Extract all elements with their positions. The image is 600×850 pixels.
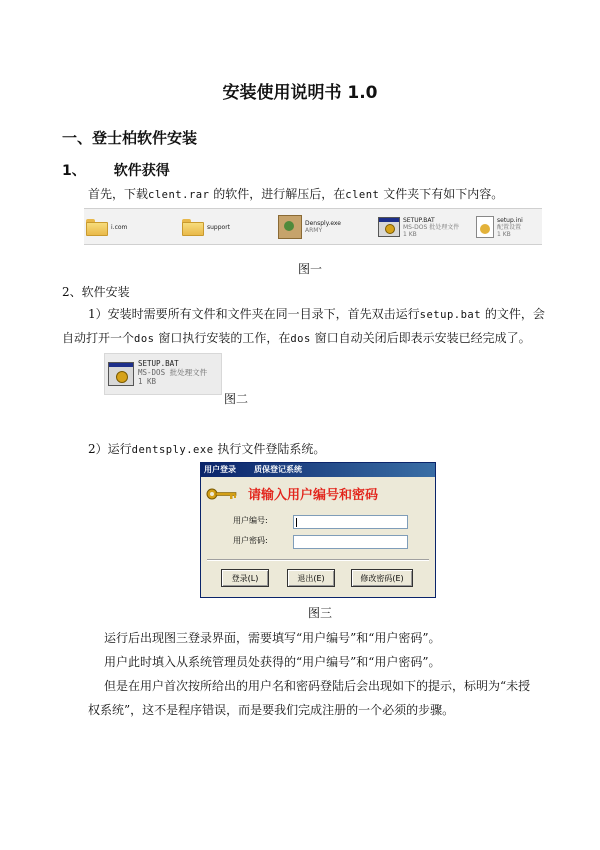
dialog-separator (207, 559, 429, 561)
file-name: support (207, 223, 231, 231)
paragraph-unauthorized-line2: 权系统”，这不是程序错误，而是要我们完成注册的一个必须的步骤。 (88, 703, 455, 717)
paragraph-install-line2 (62, 330, 531, 347)
subsection-install-heading: 2、软件安装 (62, 285, 130, 299)
filename: dentsply.exe (131, 444, 214, 456)
file-info (497, 217, 523, 238)
filename: clent.rar (148, 189, 210, 201)
file-name: Densply.exe (305, 220, 341, 227)
file-name: setup.ini (497, 216, 523, 224)
subsection-number: 1、 (62, 163, 86, 179)
system-name: 质保登记系统 (254, 465, 302, 474)
exit-button[interactable]: 退出(E) (287, 569, 335, 587)
subsection-title: 软件获得 (113, 163, 170, 179)
file-info (403, 217, 459, 238)
file-item[interactable] (378, 212, 459, 242)
file-name: SETUP.BAT (138, 359, 179, 368)
batch-file-icon (378, 217, 400, 237)
text: 首先，下载 (88, 187, 149, 201)
file-type: MS-DOS 批处理文件 (403, 223, 460, 231)
batch-file-icon (108, 362, 134, 386)
file-type: MS-DOS 批处理文件 (138, 368, 208, 377)
term: dos (134, 333, 155, 345)
figure-1-file-listing (84, 208, 542, 245)
login-button[interactable]: 登录(L) (221, 569, 269, 587)
file-type: ARMY (305, 227, 323, 234)
file-item[interactable] (182, 212, 230, 242)
text: 安装时需要所有文件和文件夹在同一目录下，首先双击运行 (107, 307, 420, 321)
term: dos (290, 333, 311, 345)
paragraph-login-desc: 运行后出现图三登录界面，需要填写“用户编号”和“用户密码”。 (104, 631, 441, 645)
filename: setup.bat (419, 309, 482, 321)
list-number: 2） (88, 442, 108, 456)
file-item[interactable] (476, 212, 523, 242)
file-size: 1 KB (138, 377, 157, 386)
dialog-title: 用户登录 (204, 465, 236, 474)
text-caret (296, 518, 297, 527)
text: 的软件，进行解压后，在 (213, 187, 346, 201)
paragraph-install-line1 (88, 306, 545, 323)
login-prompt: 请输入用户编号和密码 (248, 488, 379, 503)
password-label: 用户密码: (233, 536, 268, 545)
file-size: 1 KB (497, 230, 511, 238)
file-info (138, 359, 207, 386)
text: 的文件，会 (484, 307, 545, 321)
page-title: 安装使用说明书 1.0 (222, 83, 378, 103)
file-item[interactable] (86, 212, 127, 242)
subsection-heading (62, 160, 170, 180)
figure-2-setup-bat[interactable] (104, 353, 222, 395)
file-type: 配置设置 (497, 223, 522, 231)
password-input[interactable] (293, 535, 408, 549)
figure-3-login-dialog (200, 462, 436, 598)
settings-file-icon (476, 216, 494, 238)
text: 执行文件登陆系统。 (217, 442, 326, 456)
folder-icon (86, 219, 108, 236)
paragraph-run (88, 441, 325, 458)
user-id-label: 用户编号: (233, 516, 268, 525)
file-name: i.com (111, 223, 128, 231)
text: 窗口自动关闭后即表示安装已经完成了。 (314, 331, 531, 345)
key-icon (206, 487, 238, 501)
dialog-title-bar (201, 463, 435, 477)
text: 自动打开一个 (62, 331, 135, 345)
text: 窗口执行安装的工作，在 (158, 331, 291, 345)
text: 文件夹下有如下内容。 (383, 187, 504, 201)
section-heading: 一、登士柏软件安装 (62, 129, 198, 147)
figure-3-caption: 图三 (308, 606, 333, 620)
file-name: SETUP.BAT (403, 216, 435, 224)
paragraph-credentials: 用户此时填入从系统管理员处获得的“用户编号”和“用户密码”。 (104, 655, 441, 669)
file-size: 1 KB (403, 230, 417, 238)
change-password-button[interactable]: 修改密码(E) (351, 569, 413, 587)
list-number: 1） (88, 307, 108, 321)
file-item[interactable] (278, 212, 341, 242)
paragraph-download (88, 186, 503, 203)
text: 运行 (107, 442, 132, 456)
user-id-input[interactable] (293, 515, 408, 529)
figure-2-caption: 图二 (224, 392, 249, 406)
application-icon (278, 215, 302, 239)
dirname: clent (345, 189, 380, 201)
paragraph-unauthorized-line1: 但是在用户首次按所给出的用户名和密码登陆后会出现如下的提示，标明为“未授 (104, 679, 531, 693)
file-info (305, 220, 341, 234)
folder-icon (182, 219, 204, 236)
figure-1-caption: 图一 (298, 262, 323, 276)
